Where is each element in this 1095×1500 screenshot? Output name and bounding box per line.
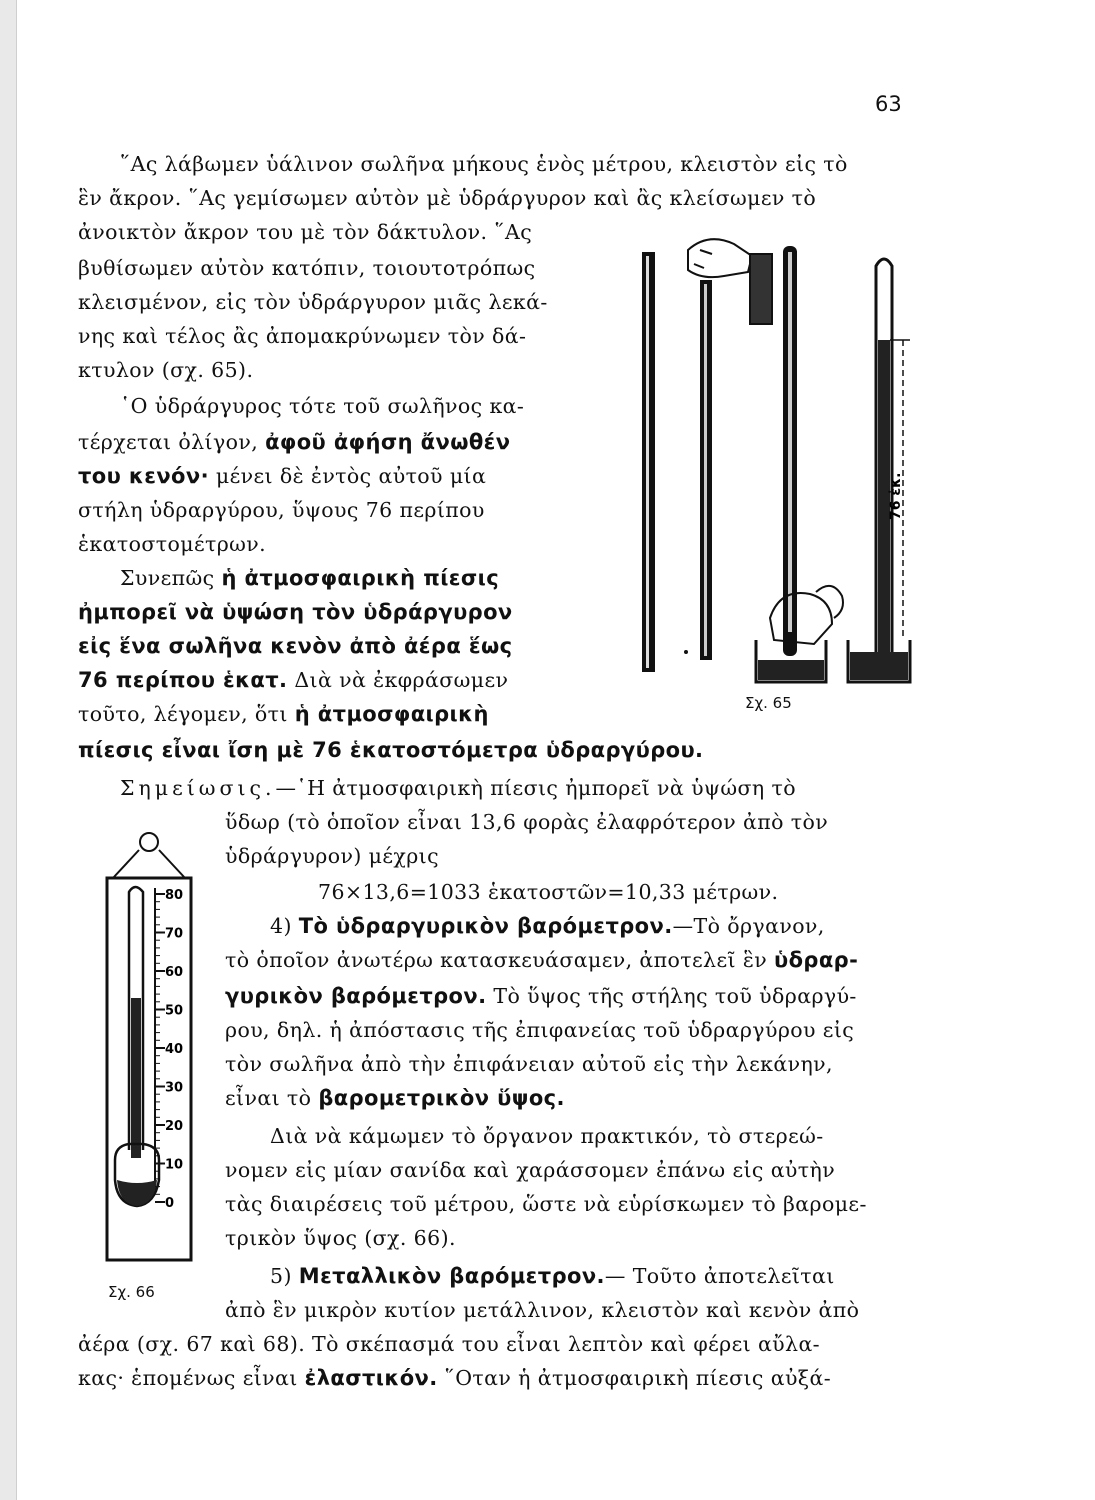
text-line: τὸν σωλῆνα ἀπὸ τὴν ἐπιφάνειαν αὐτοῦ εἰς τὴν λεκάνην, [225, 1052, 833, 1076]
text-line: ἠμπορεῖ νὰ ὑψώση τὸν ὑδράργυρον [78, 600, 513, 624]
figure-66-barometer [85, 820, 220, 1280]
section-title: Μεταλλικὸν βαρόμετρον. [298, 1264, 605, 1288]
hand-icon [770, 586, 843, 644]
section-number: 5) [270, 1264, 292, 1288]
bold-run: ἡ ἀτμοσφαιρικὴ [294, 702, 489, 726]
text-line: ὕδωρ (τὸ ὁποῖον εἶναι 13,6 φορὰς ἐλαφρότερον ἀπὸ τὸν [225, 810, 829, 834]
text-run: μένει δὲ ἐντὸς αὐτοῦ μία [215, 464, 487, 488]
scale-label: 70 [165, 926, 184, 942]
height-label: 76 ἑκ. [888, 472, 904, 520]
scale-label: 0 [165, 1196, 175, 1211]
scale-label: 10 [165, 1157, 184, 1173]
bold-run: του κενόν· [78, 464, 209, 488]
text-line [78, 428, 510, 456]
text-line: ὑδράργυρον) μέχρις [225, 844, 439, 868]
text-line: στήλη ὑδραργύρου, ὕψους 76 περίπου [78, 498, 485, 522]
text-line: κλεισμένον, εἰς τὸν ὑδράργυρον μιᾶς λεκά- [78, 290, 548, 314]
bold-run: ἀφοῦ ἀφήση ἄνωθέν [265, 430, 511, 454]
formula-line: 76×13,6=1033 ἑκατοστῶν=10,33 μέτρων. [318, 880, 779, 904]
text-line: νομεν εἰς μίαν σανίδα καὶ χαράσσομεν ἐπάνω εἰς αὐτὴν [225, 1158, 836, 1182]
text-line: εἰς ἕνα σωλῆνα κενὸν ἀπὸ ἀέρα ἕως [78, 634, 513, 658]
text-line [78, 666, 508, 694]
text-line: ῾Ο ὑδράργυρος τότε τοῦ σωλῆνος κα- [120, 394, 525, 418]
text-line: ῞Ας λάβωμεν ὑάλινον σωλῆνα μήκους ἑνὸς μέτρου, κλειστὸν εἰς τὸ [120, 152, 848, 176]
text-line [78, 700, 489, 728]
scale-label: 20 [165, 1119, 184, 1134]
text-line: ἀπὸ ἓν μικρὸν κυτίον μετάλλινον, κλειστὸν καὶ κενὸν ἀπὸ [225, 1298, 860, 1322]
bold-run: γυρικὸν βαρόμετρον. [225, 984, 487, 1008]
text-run: —῾Η ἀτμοσφαιρικὴ πίεσις ἠμπορεῖ νὰ ὑψώση τὸ [275, 776, 796, 800]
bold-run: βαρομετρικὸν ὕψος. [318, 1086, 565, 1110]
text-run: — Τοῦτο ἀποτελεῖται [604, 1264, 835, 1288]
bold-run: ἡ ἀτμοσφαιρικὴ πίεσις [221, 566, 500, 590]
scale-label: 30 [165, 1080, 184, 1096]
bold-run: 76 περίπου ἑκατ. [78, 668, 288, 692]
bold-run: ὑδραρ- [774, 948, 859, 972]
text-line [225, 982, 857, 1010]
text-line: κτυλον (σχ. 65). [78, 358, 254, 382]
figure-65-caption: Σχ. 65 [745, 694, 792, 712]
figure-66-caption: Σχ. 66 [108, 1283, 155, 1301]
hanging-ring-icon [113, 833, 185, 878]
text-line: νης καὶ τέλος ἂς ἀπομακρύνωμεν τὸν δά- [78, 324, 527, 348]
section-title: Τὸ ὑδραργυρικὸν βαρόμετρον. [298, 914, 673, 938]
scale-label: 60 [165, 965, 184, 980]
text-line: τὰς διαιρέσεις τοῦ μέτρου, ὥστε νὰ εὑρίσκωμεν τὸ βαρομε- [225, 1192, 867, 1216]
page-number: 63 [875, 92, 902, 116]
text-run: Συνεπῶς [120, 566, 215, 590]
text-run: τέρχεται ὀλίγον, [78, 430, 259, 454]
text-run: —Τὸ ὄργανον, [672, 914, 825, 938]
text-run: ῞Οταν ἡ ἀτμοσφαιρικὴ πίεσις αὐξά- [444, 1366, 832, 1390]
text-line: ἓν ἄκρον. ῞Ας γεμίσωμεν αὐτὸν μὲ ὑδράργυρον καὶ ἂς κλείσωμεν τὸ [78, 186, 817, 210]
text-line [225, 1084, 565, 1112]
mercury-tube [876, 259, 910, 680]
text-run: κας· ἑπομένως εἶναι [78, 1366, 298, 1390]
scale-label: 50 [165, 1003, 184, 1019]
section-number: 4) [270, 914, 292, 938]
page-gutter [0, 0, 17, 1500]
text-line: ἑκατοστομέτρων. [78, 532, 267, 556]
figure-65-torricelli [620, 220, 930, 720]
text-line: ἀνοικτὸν ἄκρον του μὲ τὸν δάκτυλον. ῞Ας [78, 220, 533, 244]
text-line: βυθίσωμεν αὐτὸν κατόπιν, τοιουτοτρόπως [78, 256, 536, 280]
text-line: τρικὸν ὕψος (σχ. 66). [225, 1226, 456, 1250]
text-run: Διὰ νὰ ἐκφράσωμεν [294, 668, 509, 692]
note-label: Σημείωσις. [120, 776, 276, 800]
scale-label: 80 [165, 888, 184, 903]
bold-run: ἐλαστικόν. [304, 1366, 438, 1390]
text-line [120, 564, 499, 592]
section-heading-line [270, 912, 825, 940]
text-run: Τὸ ὕψος τῆς στήλης τοῦ ὑδραργύ- [493, 984, 857, 1008]
text-line: Διὰ νὰ κάμωμεν τὸ ὄργανον πρακτικόν, τὸ στερεώ- [270, 1124, 824, 1148]
text-run: εἶναι τὸ [225, 1086, 312, 1110]
text-run: τὸ ὁποῖον ἀνωτέρω κατασκευάσαμεν, ἀποτελεῖ ἓν [225, 948, 768, 972]
text-run: τοῦτο, λέγομεν, ὅτι [78, 702, 288, 726]
text-line [225, 946, 858, 974]
text-line [78, 462, 486, 490]
scale-label: 40 [165, 1042, 184, 1057]
text-line [120, 774, 796, 802]
text-line: ἀέρα (σχ. 67 καὶ 68). Τὸ σκέπασμά του εἶναι λεπτὸν καὶ φέρει αὔλα- [78, 1332, 821, 1356]
text-line: πίεσις εἶναι ἴση μὲ 76 ἑκατοστόμετρα ὑδραργύρου. [78, 738, 704, 762]
text-line: ρου, δηλ. ἡ ἀπόστασις τῆς ἐπιφανείας τοῦ ὑδραργύρου εἰς [225, 1018, 855, 1042]
text-line [78, 1364, 831, 1392]
section-heading-line [270, 1262, 835, 1290]
